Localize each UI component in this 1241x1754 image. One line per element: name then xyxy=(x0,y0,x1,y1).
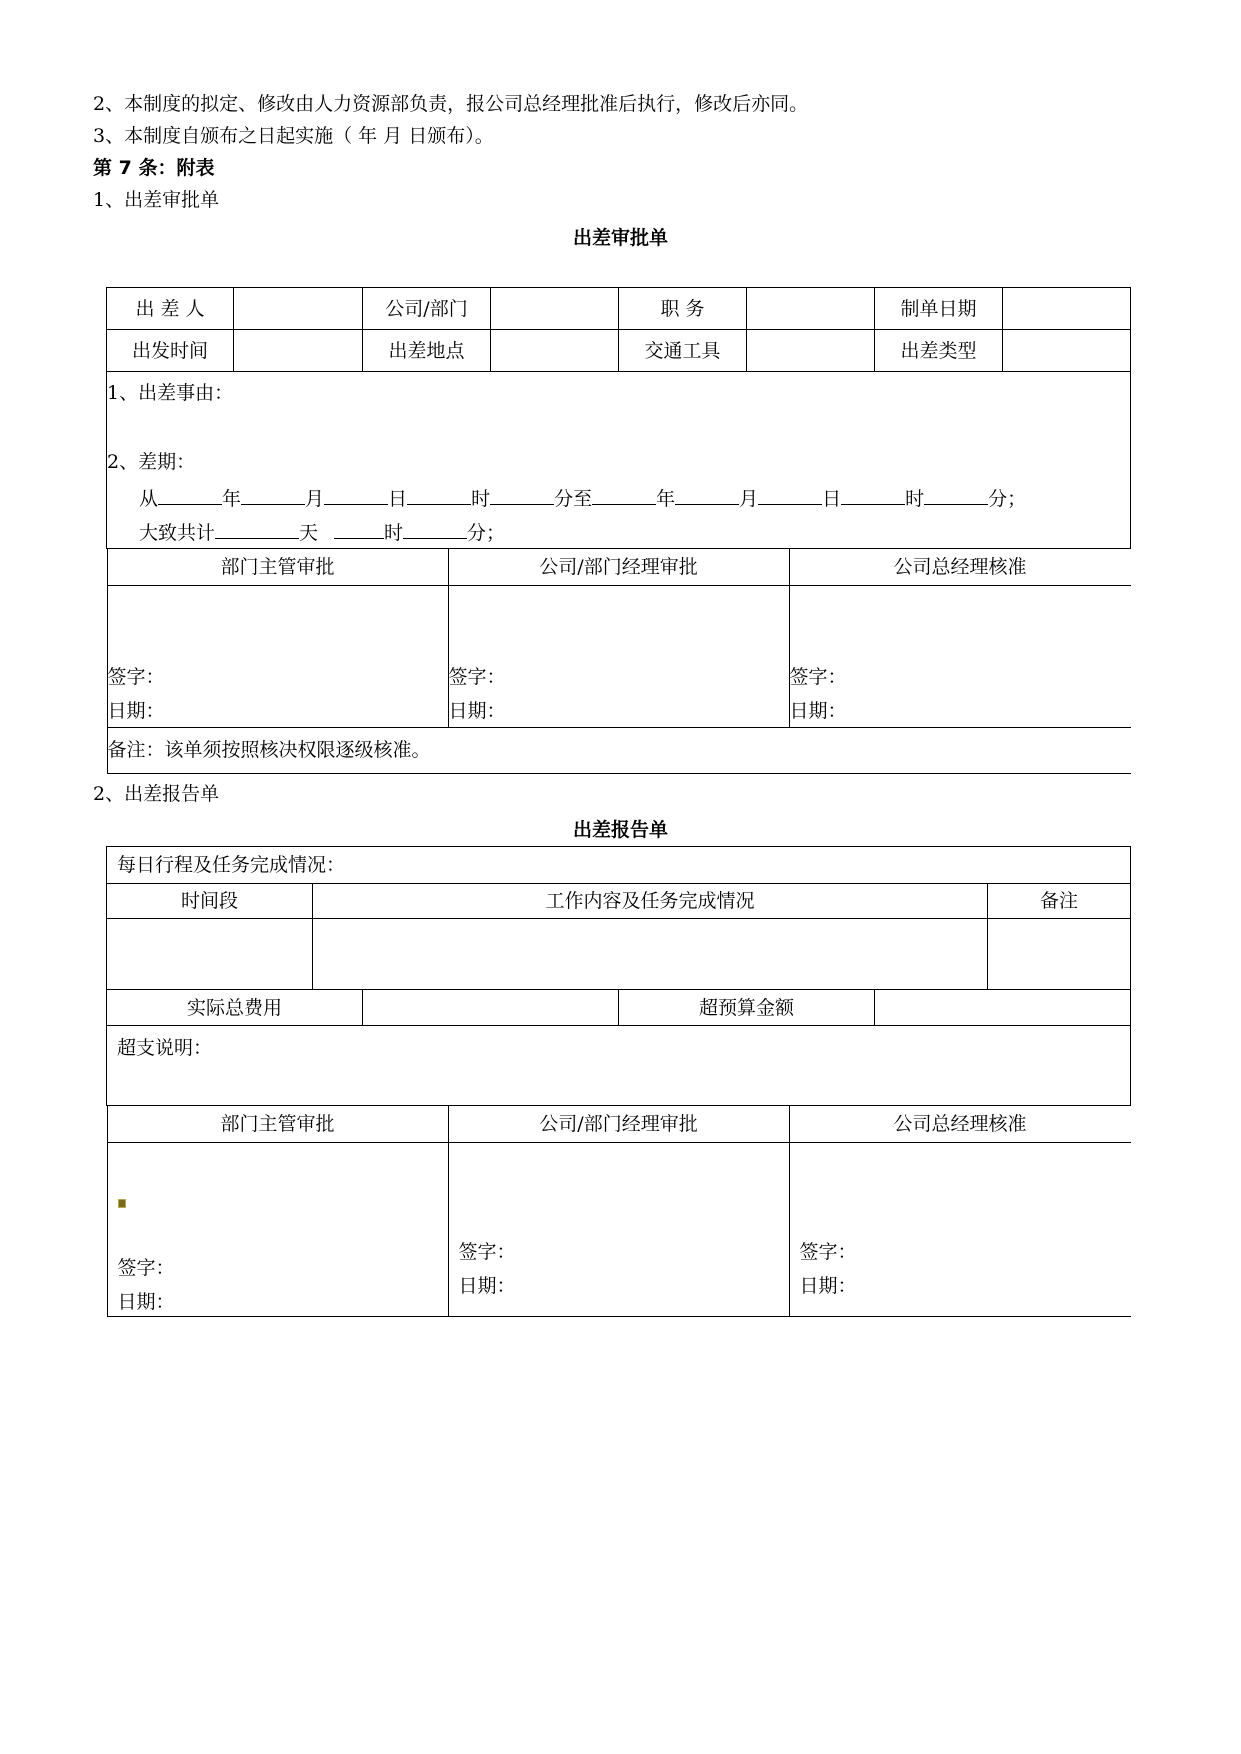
report-manager-header: 公司/部门经理审批 xyxy=(448,1106,789,1142)
day-text: 日 xyxy=(388,488,408,510)
report-manager-date-label: 日期： xyxy=(458,1274,516,1297)
period-label: 2、差期： xyxy=(107,451,196,473)
position-label: 职 务 xyxy=(619,288,747,330)
destination-field[interactable] xyxy=(491,330,619,372)
time-period-field[interactable] xyxy=(107,919,313,990)
over-budget-label: 超预算金额 xyxy=(619,990,875,1026)
report-signoff-table xyxy=(107,1106,1131,1317)
gm-approval-header: 公司总经理核准 xyxy=(789,549,1131,585)
reason-period-cell[interactable] xyxy=(107,372,1131,549)
start-month-blank[interactable] xyxy=(241,484,305,505)
form-date-label: 制单日期 xyxy=(875,288,1003,330)
trip-type-field[interactable] xyxy=(1003,330,1131,372)
overspend-note-field[interactable] xyxy=(107,1026,1131,1106)
report-dept-head-header: 部门主管审批 xyxy=(107,1106,448,1142)
report-gm-header: 公司总经理核准 xyxy=(789,1106,1131,1142)
remark-header: 备注 xyxy=(988,884,1131,919)
dept-head-date-label: 日期： xyxy=(107,699,165,722)
hour-text-2: 时 xyxy=(905,488,925,510)
total-hours-blank[interactable] xyxy=(334,518,384,539)
manager-approval-cell[interactable] xyxy=(448,585,789,727)
total-text: 大致共计 xyxy=(139,522,216,544)
dept-head-approval-cell[interactable] xyxy=(107,585,448,727)
total-minutes-blank[interactable] xyxy=(403,518,467,539)
article-7-heading: 第 7 条：附表 xyxy=(93,157,215,179)
start-year-blank[interactable] xyxy=(158,484,222,505)
end-hour-blank[interactable] xyxy=(841,484,905,505)
manager-sign-label: 签字： xyxy=(448,665,506,688)
department-label: 公司/部门 xyxy=(363,288,491,330)
month-text: 月 xyxy=(305,488,325,510)
form-date-field[interactable] xyxy=(1003,288,1131,330)
intro-item-2: 2、本制度的拟定、修改由人力资源部负责，报公司总经理批准后执行，修改后亦同。 xyxy=(93,93,809,115)
from-text: 从 xyxy=(139,488,159,510)
manager-date-label: 日期： xyxy=(448,699,506,722)
remark-field[interactable] xyxy=(988,919,1131,990)
actual-cost-label: 实际总费用 xyxy=(107,990,363,1026)
year-text: 年 xyxy=(222,488,242,510)
period-total xyxy=(139,518,505,545)
time-period-header: 时间段 xyxy=(107,884,313,919)
trip-type-label: 出差类型 xyxy=(875,330,1003,372)
transport-field[interactable] xyxy=(747,330,875,372)
destination-label: 出差地点 xyxy=(363,330,491,372)
hours-text: 时 xyxy=(384,522,404,544)
report-gm-date-label: 日期： xyxy=(799,1274,857,1297)
day-text-2: 日 xyxy=(822,488,842,510)
scan-artifact-icon xyxy=(118,1199,126,1208)
intro-item-3: 3、本制度自颁布之日起实施（ 年 月 日颁布）。 xyxy=(93,125,494,147)
report-gm-sign-label: 签字： xyxy=(799,1240,857,1263)
report-gm-cell[interactable] xyxy=(789,1142,1131,1316)
month-text-2: 月 xyxy=(739,488,759,510)
daily-schedule-label: 每日行程及任务完成情况： xyxy=(107,847,1131,884)
end-day-blank[interactable] xyxy=(758,484,822,505)
approval-form-table xyxy=(106,287,1131,774)
dept-head-sign-label: 签字： xyxy=(107,665,165,688)
minute-to-text: 分至 xyxy=(554,488,593,510)
total-days-blank[interactable] xyxy=(215,518,299,539)
report-manager-cell[interactable] xyxy=(448,1142,789,1316)
sub-heading-approval: 1、出差审批单 xyxy=(93,189,220,211)
position-field[interactable] xyxy=(747,288,875,330)
hour-text: 时 xyxy=(471,488,491,510)
period-range xyxy=(139,484,1026,511)
over-budget-field[interactable] xyxy=(875,990,1131,1026)
report-dept-head-date-label: 日期： xyxy=(117,1290,175,1313)
work-content-field[interactable] xyxy=(313,919,988,990)
traveler-label: 出 差 人 xyxy=(107,288,234,330)
report-form-title: 出差报告单 xyxy=(572,819,668,841)
gm-approval-cell[interactable] xyxy=(789,585,1131,727)
start-day-blank[interactable] xyxy=(324,484,388,505)
report-dept-head-sign-label: 签字： xyxy=(117,1256,175,1279)
minutes-text: 分； xyxy=(467,522,506,544)
departure-time-field[interactable] xyxy=(234,330,363,372)
manager-approval-header: 公司/部门经理审批 xyxy=(448,549,789,585)
work-content-header: 工作内容及任务完成情况 xyxy=(313,884,988,919)
reason-label: 1、出差事由： xyxy=(107,382,234,404)
minute-end-text: 分； xyxy=(988,488,1027,510)
departure-time-label: 出发时间 xyxy=(107,330,234,372)
days-text: 天 xyxy=(299,522,319,544)
gm-sign-label: 签字： xyxy=(789,665,847,688)
traveler-field[interactable] xyxy=(234,288,363,330)
report-form-table xyxy=(106,846,1131,1317)
approval-signoff-table xyxy=(107,549,1131,774)
department-field[interactable] xyxy=(491,288,619,330)
overspend-note-label: 超支说明： xyxy=(117,1037,213,1059)
end-minute-blank[interactable] xyxy=(924,484,988,505)
sub-heading-report: 2、出差报告单 xyxy=(93,783,220,805)
start-hour-blank[interactable] xyxy=(407,484,471,505)
approval-note: 备注：该单须按照核决权限逐级核准。 xyxy=(107,727,1131,773)
report-dept-head-cell[interactable] xyxy=(107,1142,448,1316)
actual-cost-field[interactable] xyxy=(363,990,619,1026)
end-year-blank[interactable] xyxy=(592,484,656,505)
transport-label: 交通工具 xyxy=(619,330,747,372)
report-manager-sign-label: 签字： xyxy=(458,1240,516,1263)
gm-date-label: 日期： xyxy=(789,699,847,722)
start-minute-blank[interactable] xyxy=(490,484,554,505)
dept-head-approval-header: 部门主管审批 xyxy=(107,549,448,585)
year-text-2: 年 xyxy=(656,488,676,510)
end-month-blank[interactable] xyxy=(675,484,739,505)
approval-form-title: 出差审批单 xyxy=(572,227,668,249)
